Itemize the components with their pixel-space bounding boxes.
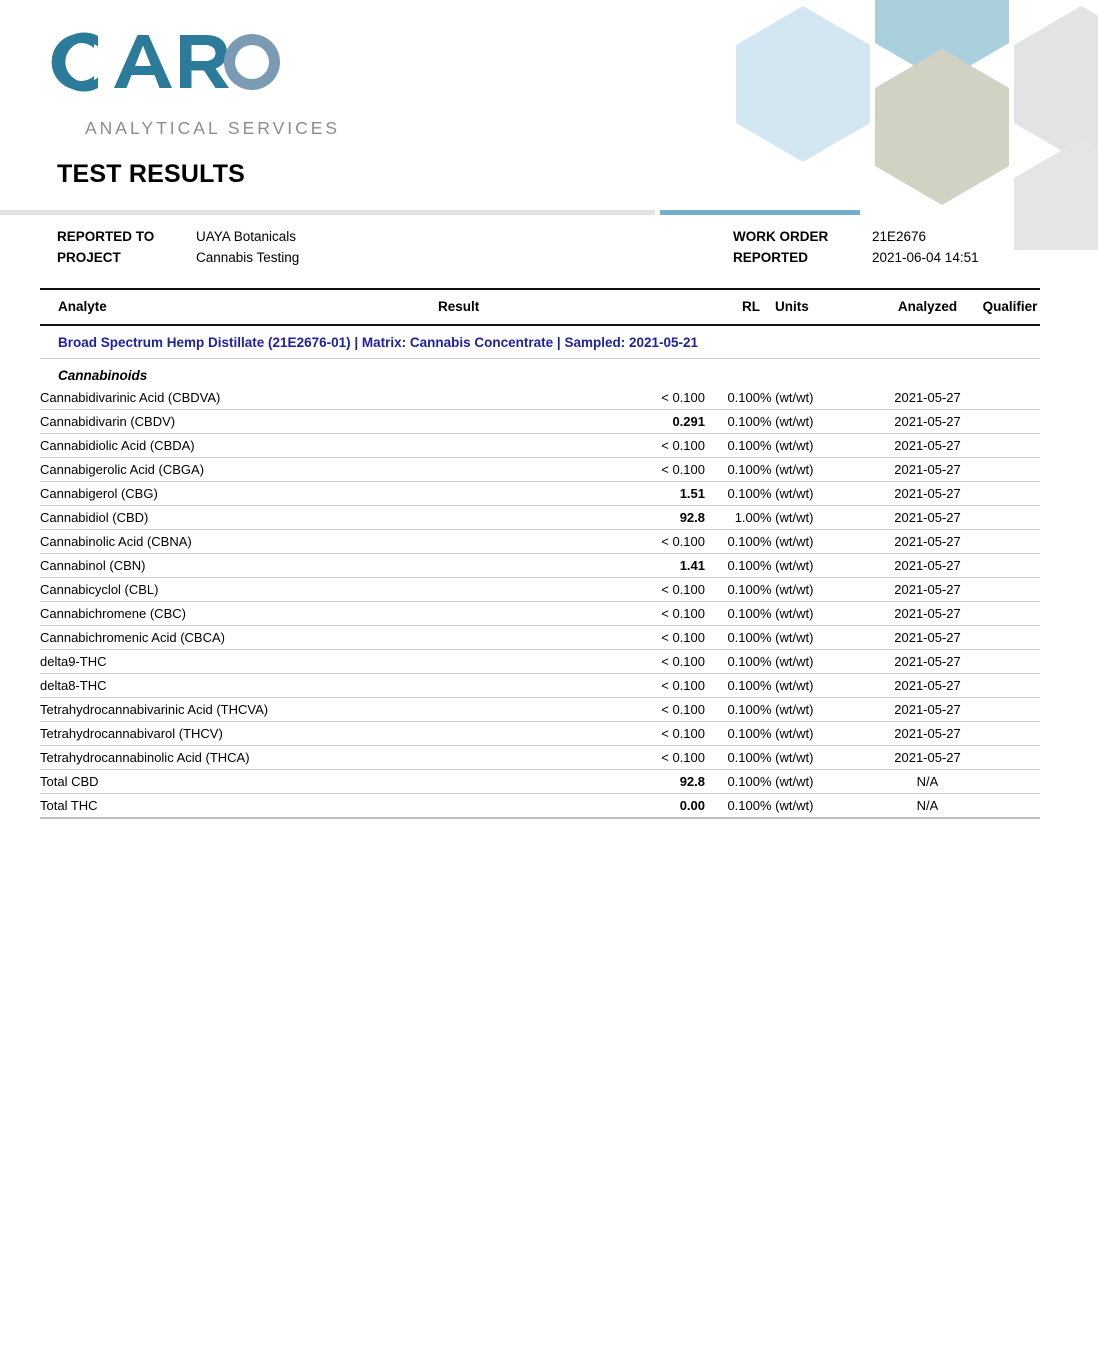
cell-units: % (wt/wt)	[760, 434, 875, 458]
meta-label-reported-to: REPORTED TO	[57, 229, 155, 244]
meta-label-project: PROJECT	[57, 250, 121, 265]
table-row	[40, 386, 1040, 410]
analyte-group-label: Cannabinoids	[58, 368, 148, 383]
meta-value-project: Cannabis Testing	[196, 250, 300, 265]
cell-analyte: Cannabichromenic Acid (CBCA)	[40, 626, 420, 650]
table-row	[40, 434, 1040, 458]
cell-result: < 0.100	[420, 602, 705, 626]
hex-gray-upper-icon	[1014, 6, 1098, 162]
table-row	[40, 770, 1040, 794]
cell-analyzed: 2021-05-27	[875, 530, 980, 554]
cell-units: % (wt/wt)	[760, 506, 875, 530]
cell-units: % (wt/wt)	[760, 554, 875, 578]
cell-qualifier	[980, 482, 1040, 506]
report-meta-left	[57, 226, 299, 268]
cell-analyzed: N/A	[875, 770, 980, 794]
analyte-group-row	[40, 359, 1040, 387]
cell-rl: 0.100	[705, 626, 760, 650]
cell-rl: 0.100	[705, 482, 760, 506]
cell-units: % (wt/wt)	[760, 746, 875, 770]
sample-header-label: Broad Spectrum Hemp Distillate (21E2676-01) | Matrix: Cannabis Concentrate | Sampled: 2021-05-21	[40, 325, 1040, 359]
logo-tagline: ANALYTICAL SERVICES	[85, 118, 341, 138]
cell-analyte: Cannabicyclol (CBL)	[40, 578, 420, 602]
header-divider-gray	[0, 210, 655, 215]
table-row	[40, 698, 1040, 722]
cell-result: < 0.100	[420, 674, 705, 698]
cell-analyte: Total CBD	[40, 770, 420, 794]
hex-light-blue-icon	[736, 6, 870, 162]
cell-units: % (wt/wt)	[760, 578, 875, 602]
cell-units: % (wt/wt)	[760, 482, 875, 506]
cell-qualifier	[980, 386, 1040, 410]
cell-analyte: Cannabinolic Acid (CBNA)	[40, 530, 420, 554]
cell-analyzed: 2021-05-27	[875, 410, 980, 434]
cell-qualifier	[980, 458, 1040, 482]
meta-label-work-order: WORK ORDER	[733, 229, 829, 244]
cell-result: < 0.100	[420, 458, 705, 482]
cell-units: % (wt/wt)	[760, 650, 875, 674]
table-row	[40, 674, 1040, 698]
meta-row-reported	[733, 247, 979, 268]
table-header-row	[40, 289, 1040, 325]
cell-analyte: delta8-THC	[40, 674, 420, 698]
cell-result: 1.41	[420, 554, 705, 578]
cell-units: % (wt/wt)	[760, 386, 875, 410]
cell-rl: 0.100	[705, 410, 760, 434]
meta-row-work-order	[733, 226, 979, 247]
table-row	[40, 482, 1040, 506]
cell-analyzed: 2021-05-27	[875, 458, 980, 482]
cell-analyzed: 2021-05-27	[875, 482, 980, 506]
cell-rl: 0.100	[705, 770, 760, 794]
cell-result: < 0.100	[420, 434, 705, 458]
cell-qualifier	[980, 698, 1040, 722]
test-results-table	[40, 288, 1040, 819]
cell-analyte: Cannabidiolic Acid (CBDA)	[40, 434, 420, 458]
cell-rl: 1.00	[705, 506, 760, 530]
table-row	[40, 746, 1040, 770]
company-logo	[30, 22, 341, 138]
table-row	[40, 602, 1040, 626]
cell-result: 0.00	[420, 794, 705, 819]
cell-result: < 0.100	[420, 698, 705, 722]
cell-analyzed: 2021-05-27	[875, 674, 980, 698]
cell-analyte: Total THC	[40, 794, 420, 819]
cell-result: < 0.100	[420, 746, 705, 770]
table-row	[40, 458, 1040, 482]
cell-qualifier	[980, 674, 1040, 698]
cell-units: % (wt/wt)	[760, 722, 875, 746]
table-row	[40, 554, 1040, 578]
hex-teal-blue-icon	[875, 0, 1009, 82]
cell-result: < 0.100	[420, 386, 705, 410]
hex-gray-lower-icon	[1014, 139, 1098, 250]
cell-units: % (wt/wt)	[760, 770, 875, 794]
column-header-analyte: Analyte	[40, 289, 420, 325]
cell-rl: 0.100	[705, 434, 760, 458]
cell-qualifier	[980, 626, 1040, 650]
table-row	[40, 626, 1040, 650]
cell-qualifier	[980, 410, 1040, 434]
cell-qualifier	[980, 770, 1040, 794]
cell-units: % (wt/wt)	[760, 530, 875, 554]
cell-analyzed: 2021-05-27	[875, 626, 980, 650]
cell-units: % (wt/wt)	[760, 674, 875, 698]
cell-qualifier	[980, 746, 1040, 770]
column-header-units: Units	[760, 289, 875, 325]
cell-analyte: Cannabichromene (CBC)	[40, 602, 420, 626]
cell-rl: 0.100	[705, 386, 760, 410]
cell-rl: 0.100	[705, 458, 760, 482]
cell-analyzed: N/A	[875, 794, 980, 819]
cell-qualifier	[980, 794, 1040, 819]
meta-row-reported-to	[57, 226, 299, 247]
column-header-analyzed: Analyzed	[875, 289, 980, 325]
cell-analyzed: 2021-05-27	[875, 650, 980, 674]
cell-analyte: Tetrahydrocannabivarinic Acid (THCVA)	[40, 698, 420, 722]
hex-sage-icon	[875, 49, 1009, 205]
cell-analyte: Cannabinol (CBN)	[40, 554, 420, 578]
cell-analyzed: 2021-05-27	[875, 722, 980, 746]
cell-rl: 0.100	[705, 554, 760, 578]
meta-value-reported-to: UAYA Botanicals	[196, 229, 297, 244]
cell-qualifier	[980, 650, 1040, 674]
cell-rl: 0.100	[705, 794, 760, 819]
cell-analyte: Cannabigerol (CBG)	[40, 482, 420, 506]
cell-rl: 0.100	[705, 674, 760, 698]
table-row	[40, 410, 1040, 434]
column-header-result: Result	[420, 289, 705, 325]
cell-result: < 0.100	[420, 626, 705, 650]
cell-result: 1.51	[420, 482, 705, 506]
meta-row-project	[57, 247, 299, 268]
cell-qualifier	[980, 530, 1040, 554]
cell-analyte: Tetrahydrocannabinolic Acid (THCA)	[40, 746, 420, 770]
cell-analyzed: 2021-05-27	[875, 554, 980, 578]
cell-analyzed: 2021-05-27	[875, 578, 980, 602]
cell-qualifier	[980, 578, 1040, 602]
table-row	[40, 506, 1040, 530]
cell-analyzed: 2021-05-27	[875, 746, 980, 770]
cell-rl: 0.100	[705, 602, 760, 626]
cell-analyte: Cannabidivarin (CBDV)	[40, 410, 420, 434]
cell-qualifier	[980, 554, 1040, 578]
sample-header-row	[40, 325, 1040, 359]
meta-label-reported: REPORTED	[733, 250, 809, 265]
cell-analyte: Tetrahydrocannabivarol (THCV)	[40, 722, 420, 746]
meta-value-work-order: 21E2676	[872, 229, 927, 244]
cell-units: % (wt/wt)	[760, 458, 875, 482]
column-header-qualifier: Qualifier	[980, 289, 1040, 325]
cell-qualifier	[980, 722, 1040, 746]
page-title: TEST RESULTS	[57, 160, 246, 188]
table-row	[40, 530, 1040, 554]
cell-rl: 0.100	[705, 530, 760, 554]
cell-analyzed: 2021-05-27	[875, 386, 980, 410]
cell-result: 0.291	[420, 410, 705, 434]
cell-analyte: Cannabigerolic Acid (CBGA)	[40, 458, 420, 482]
cell-units: % (wt/wt)	[760, 794, 875, 819]
cell-rl: 0.100	[705, 746, 760, 770]
table-row	[40, 650, 1040, 674]
cell-analyzed: 2021-05-27	[875, 506, 980, 530]
cell-units: % (wt/wt)	[760, 602, 875, 626]
cell-result: < 0.100	[420, 578, 705, 602]
cell-analyte: Cannabidiol (CBD)	[40, 506, 420, 530]
cell-result: 92.8	[420, 506, 705, 530]
cell-analyzed: 2021-05-27	[875, 602, 980, 626]
table-row	[40, 578, 1040, 602]
cell-rl: 0.100	[705, 722, 760, 746]
table-row	[40, 722, 1040, 746]
column-header-rl: RL	[705, 289, 760, 325]
cell-analyzed: 2021-05-27	[875, 698, 980, 722]
cell-analyte: delta9-THC	[40, 650, 420, 674]
caro-wordmark-icon	[30, 22, 330, 102]
cell-rl: 0.100	[705, 578, 760, 602]
cell-units: % (wt/wt)	[760, 410, 875, 434]
cell-result: < 0.100	[420, 650, 705, 674]
report-meta-right	[733, 226, 979, 268]
cell-analyzed: 2021-05-27	[875, 434, 980, 458]
cell-result: < 0.100	[420, 530, 705, 554]
meta-value-reported: 2021-06-04 14:51	[872, 250, 979, 265]
cell-qualifier	[980, 506, 1040, 530]
header-divider-accent	[660, 210, 860, 215]
cell-result: < 0.100	[420, 722, 705, 746]
table-row	[40, 794, 1040, 819]
cell-rl: 0.100	[705, 650, 760, 674]
cell-units: % (wt/wt)	[760, 626, 875, 650]
cell-rl: 0.100	[705, 698, 760, 722]
cell-result: 92.8	[420, 770, 705, 794]
cell-units: % (wt/wt)	[760, 698, 875, 722]
cell-qualifier	[980, 434, 1040, 458]
cell-qualifier	[980, 602, 1040, 626]
cell-analyte: Cannabidivarinic Acid (CBDVA)	[40, 386, 420, 410]
